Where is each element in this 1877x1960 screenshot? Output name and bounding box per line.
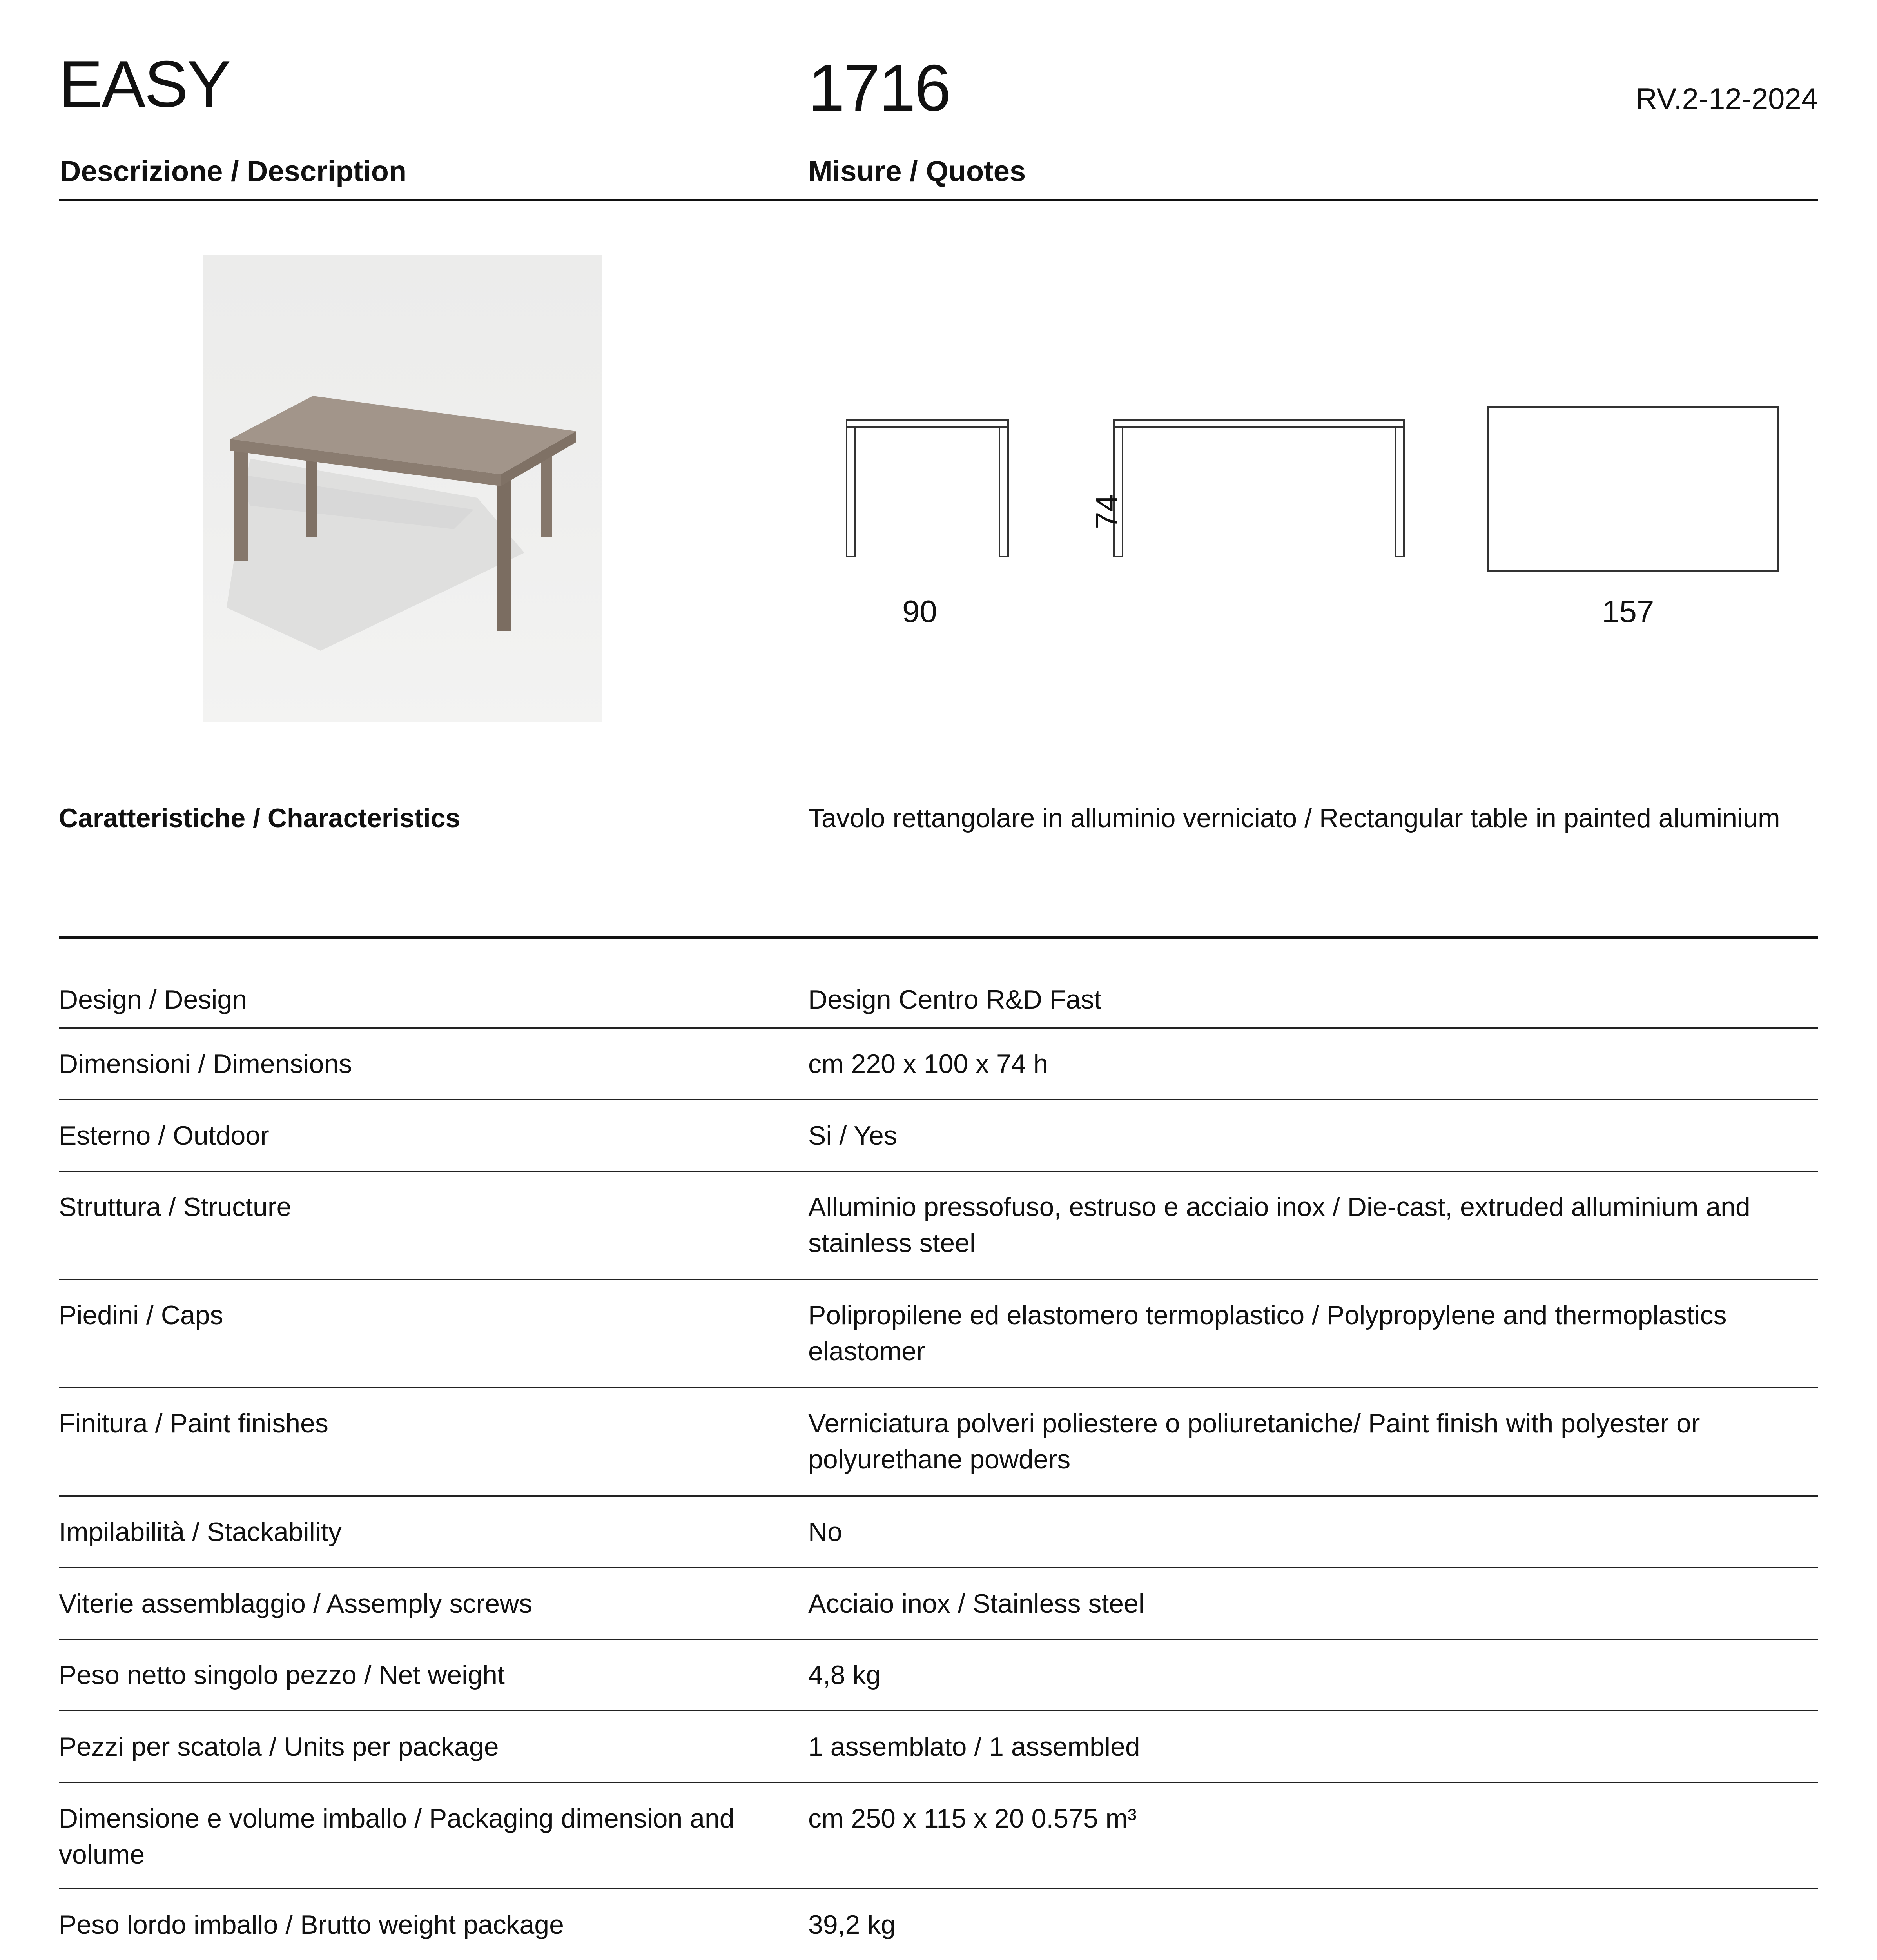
characteristics-value: Tavolo rettangolare in alluminio verniciato / Rectangular table in painted aluminium <box>808 803 1780 833</box>
spec-value: cm 250 x 115 x 20 0.575 m³ <box>808 1804 1137 1833</box>
header-divider <box>59 199 1818 201</box>
spec-row-dimensions <box>59 1029 1818 1100</box>
spec-value: 1 assemblato / 1 assembled <box>808 1732 1140 1762</box>
spec-row-packaging <box>59 1783 1818 1889</box>
spec-label: Impilabilità / Stackability <box>59 1517 342 1547</box>
top-view-outline <box>1488 407 1778 571</box>
front-view-top <box>1114 420 1404 427</box>
spec-row-structure <box>59 1172 1818 1280</box>
spec-value: cm 220 x 100 x 74 h <box>808 1049 1048 1079</box>
front-view-leg-right <box>1395 427 1404 557</box>
column-heading-measures: Misure / Quotes <box>808 155 1026 187</box>
spec-value: Acciaio inox / Stainless steel <box>808 1589 1144 1619</box>
spec-label: Finitura / Paint finishes <box>59 1408 328 1438</box>
spec-label: Dimensione e volume imballo / Packaging dimension and volume <box>59 1804 734 1869</box>
product-photo <box>203 255 602 722</box>
spec-value: Verniciatura polveri poliestere o poliuretaniche/ Paint finish with polyester or polyurethane powders <box>808 1408 1700 1474</box>
side-view-leg-left <box>847 427 855 557</box>
characteristics-label: Caratteristiche / Characteristics <box>59 803 461 833</box>
spec-row-design <box>59 938 1818 1029</box>
spec-row-units-per-package <box>59 1711 1818 1783</box>
spec-value: Si / Yes <box>808 1121 897 1151</box>
spec-row-assembly-screws <box>59 1568 1818 1640</box>
length-dimension-label: 157 <box>1602 594 1654 629</box>
column-heading-description: Descrizione / Description <box>60 155 407 187</box>
spec-label: Peso lordo imballo / Brutto weight package <box>59 1910 564 1940</box>
product-code: 1716 <box>808 51 950 125</box>
spec-row-caps <box>59 1280 1818 1388</box>
spec-value: 39,2 kg <box>808 1910 896 1940</box>
spec-row-stackability <box>59 1497 1818 1568</box>
spec-row-outdoor <box>59 1100 1818 1172</box>
side-view-top <box>847 420 1008 427</box>
spec-label: Peso netto singolo pezzo / Net weight <box>59 1660 505 1690</box>
spec-value: Polipropilene ed elastomero termoplastico / Polypropylene and thermoplastics elastomer <box>808 1300 1727 1366</box>
spec-label: Esterno / Outdoor <box>59 1121 269 1151</box>
spec-value: No <box>808 1517 842 1547</box>
spec-value: Alluminio pressofuso, estruso e acciaio inox / Die-cast, extruded alluminium and stainless steel <box>808 1192 1750 1258</box>
dimension-drawings <box>808 392 1818 647</box>
spec-value: Design Centro R&D Fast <box>808 985 1102 1014</box>
spec-row-gross-weight <box>59 1889 1818 1960</box>
table-elevation-plan <box>808 392 1818 647</box>
front-view-leg-left <box>1114 427 1123 557</box>
product-name: EASY <box>59 47 230 121</box>
table-illustration <box>203 255 602 722</box>
spec-value: 4,8 kg <box>808 1660 881 1690</box>
side-view-leg-right <box>999 427 1008 557</box>
spec-label: Piedini / Caps <box>59 1300 223 1330</box>
spec-label: Struttura / Structure <box>59 1192 292 1222</box>
height-dimension-label: 74 <box>1089 494 1124 529</box>
spec-row-net-weight <box>59 1640 1818 1711</box>
spec-label: Dimensioni / Dimensions <box>59 1049 352 1079</box>
spec-label: Design / Design <box>59 985 247 1014</box>
spec-row-paint-finishes <box>59 1388 1818 1497</box>
spec-label: Viterie assemblaggio / Assemply screws <box>59 1589 533 1619</box>
depth-dimension-label: 90 <box>902 594 937 629</box>
revision-date: RV.2-12-2024 <box>1636 82 1818 116</box>
spec-label: Pezzi per scatola / Units per package <box>59 1732 499 1762</box>
